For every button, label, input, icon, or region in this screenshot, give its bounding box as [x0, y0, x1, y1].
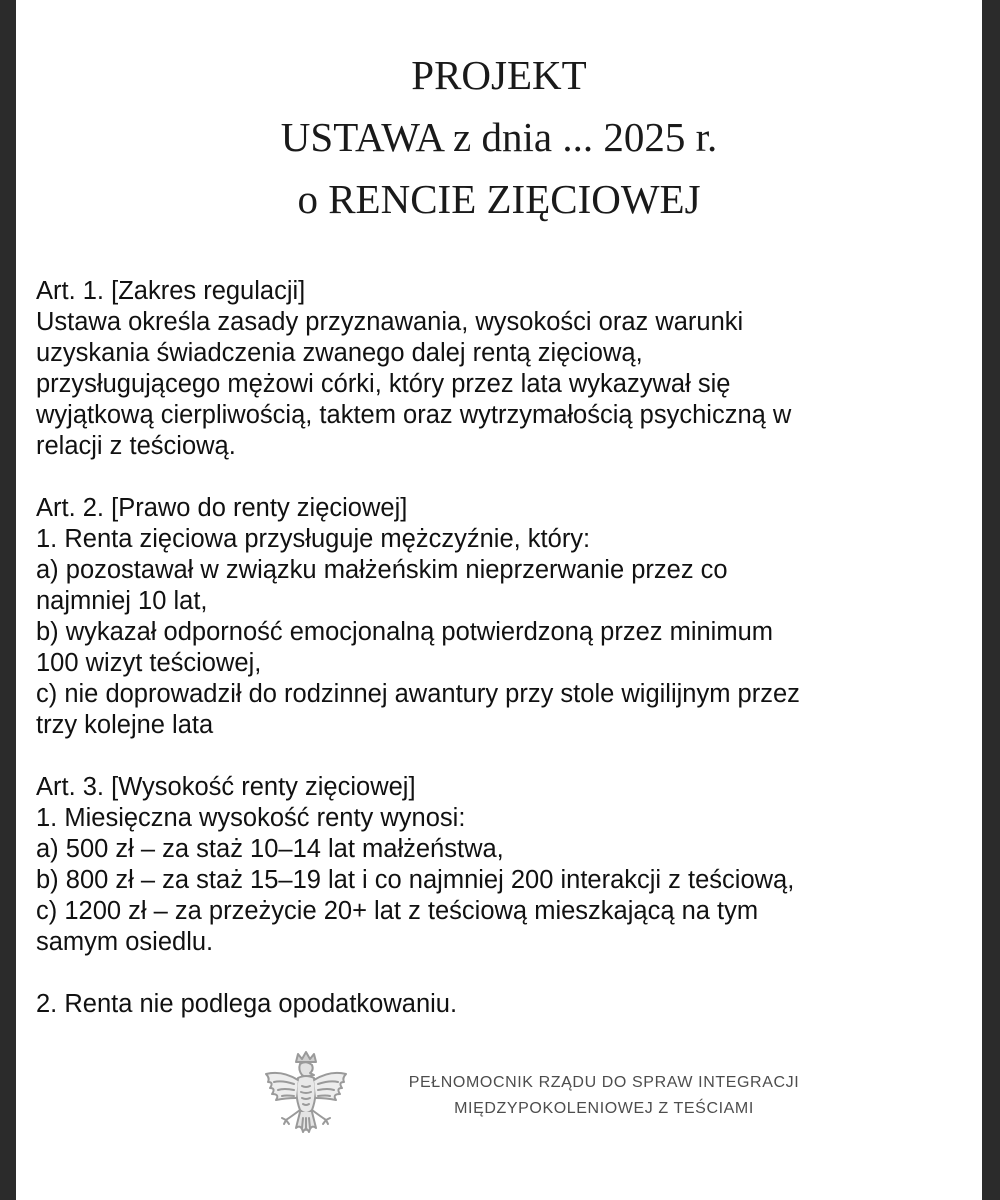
issuing-office [374, 1070, 834, 1122]
article-2-text-line: 100 wizyt teściowej, [36, 649, 262, 677]
article-3-heading: Art. 3. [Wysokość renty zięciowej] [36, 773, 416, 801]
article-2-heading: Art. 2. [Prawo do renty zięciowej] [36, 494, 408, 522]
article-2-text-line: trzy kolejne lata [36, 711, 214, 739]
issuing-office-line-1: PEŁNOMOCNIK RZĄDU DO SPRAW INTEGRACJI [408, 1074, 800, 1091]
signature-block [256, 1048, 856, 1158]
article-2-text-line: c) nie doprowadził do rodzinnej awantury przy stole wigilijnym przez [36, 680, 800, 708]
document-sheet [16, 0, 982, 1200]
document-title-act: USTAWA z dnia ... 2025 r. [280, 114, 718, 160]
article-2-text-line: b) wykazał odporność emocjonalną potwierdzoną przez minimum [36, 618, 774, 646]
article-3-text-line: b) 800 zł – za staż 15–19 lat i co najmniej 200 interakcji z teściową, [36, 866, 795, 894]
article-1-text-line: przysługującego mężowi córki, który przez lata wykazywał się [36, 370, 731, 398]
document-body [36, 276, 976, 1020]
article-3-text-line: c) 1200 zł – za przeżycie 20+ lat z teściową mieszkającą na tym [36, 897, 759, 925]
article-1-text-line: relacji z teściową. [36, 432, 236, 460]
paragraph-spacer [36, 741, 976, 772]
article-1-text-line: uzyskania świadczenia zwanego dalej rentą zięciową, [36, 339, 643, 367]
article-1-text-line: wyjątkową cierpliwością, taktem oraz wytrzymałością psychiczną w [36, 401, 792, 429]
article-3-point-2: 2. Renta nie podlega opodatkowaniu. [36, 990, 458, 1018]
article-3-text-line: a) 500 zł – za staż 10–14 lat małżeństwa, [36, 835, 504, 863]
article-2-text-line: 1. Renta zięciowa przysługuje mężczyźnie, który: [36, 525, 591, 553]
article-3-text-line: 1. Miesięczna wysokość renty wynosi: [36, 804, 466, 832]
article-3-text-line: samym osiedlu. [36, 928, 214, 956]
paragraph-spacer [36, 462, 976, 493]
document-title-project: PROJEKT [411, 52, 587, 98]
document-title-subject: o RENCIE ZIĘCIOWEJ [297, 176, 701, 222]
article-2-text-line: najmniej 10 lat, [36, 587, 208, 615]
issuing-office-line-2: MIĘDZYPOKOLENIOWEJ Z TEŚCIAMI [454, 1100, 754, 1117]
article-1-text-line: Ustawa określa zasady przyznawania, wysokości oraz warunki [36, 308, 744, 336]
polish-eagle-emblem-icon [256, 1048, 356, 1156]
paragraph-spacer [36, 958, 976, 989]
article-2-text-line: a) pozostawał w związku małżeńskim nieprzerwanie przez co [36, 556, 728, 584]
article-1-heading: Art. 1. [Zakres regulacji] [36, 277, 306, 305]
